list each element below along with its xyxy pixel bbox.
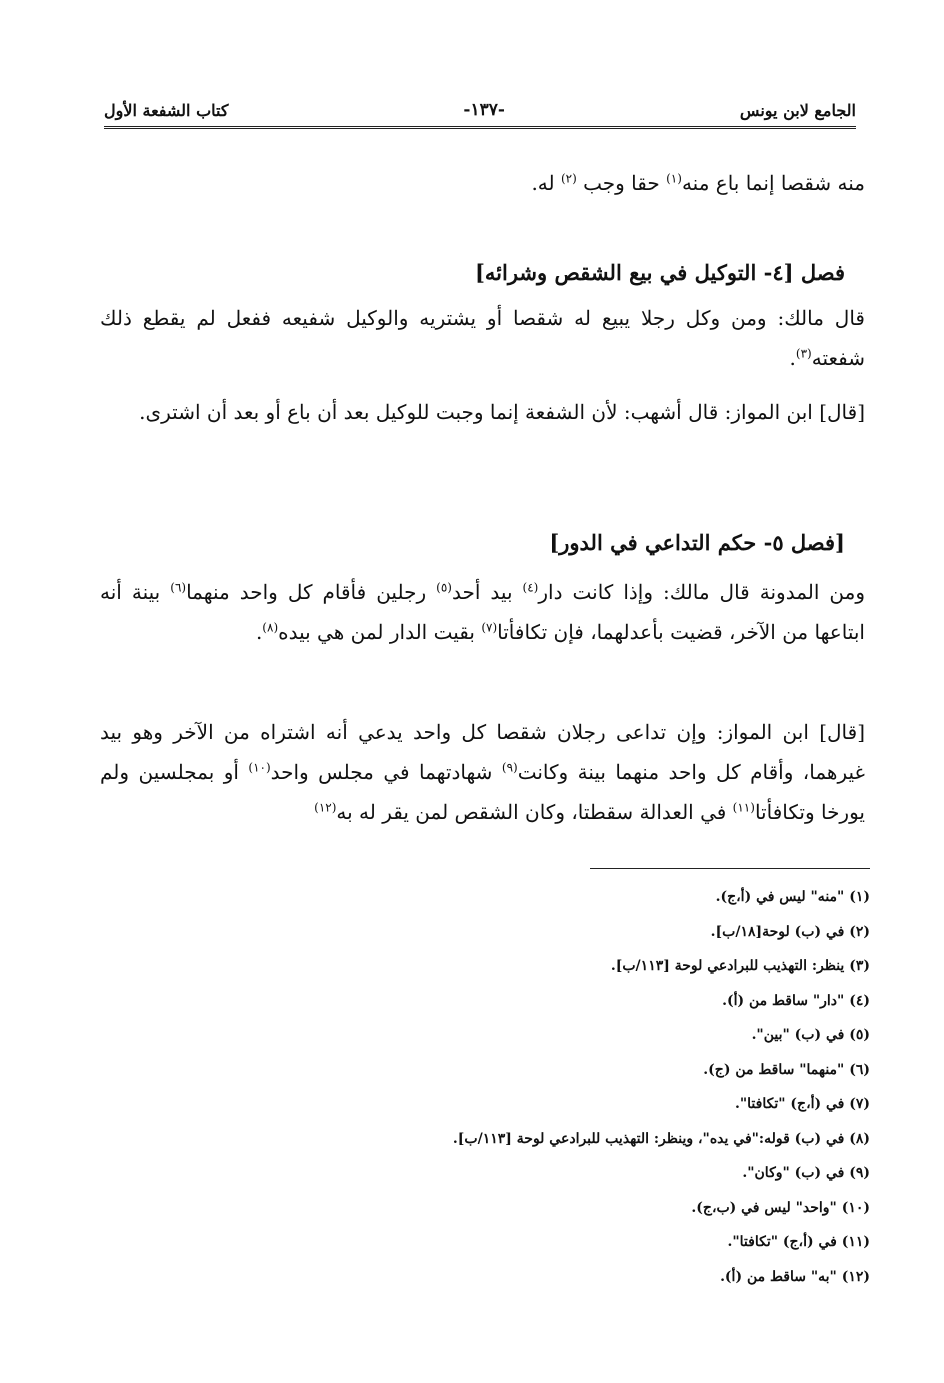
section-5-p1-c: رجلين فأقام كل واحد منهما (186, 580, 437, 604)
page-number: -١٣٧- (463, 100, 505, 120)
footnote-item: (٦) "منهما" ساقط من (ج). (703, 1061, 870, 1078)
footnote-item: (١٠) "واحد" ليس في (ب،ج). (691, 1199, 870, 1216)
footnote-item: (٥) في (ب) "بين". (751, 1027, 870, 1043)
footnote-item: (٢) في (ب) لوحة[١٨/ب]. (710, 923, 870, 940)
footnote-item: (٧) في (أ،ج) "تكافتا". (735, 1096, 870, 1112)
opening-text-a: منه شقصا إنما باع منه (681, 171, 865, 195)
section-4-paragraph-2 (100, 392, 865, 432)
footnotes-list (200, 880, 870, 1294)
footnote-separator (590, 868, 870, 869)
footnote-ref-11: (١١) (732, 800, 755, 815)
header-book-title: الجامع لابن يونس (739, 100, 856, 120)
section-4-heading: فصل [٤- التوكيل في بيع الشقص وشرائه] (474, 260, 845, 285)
footnote-item: (١) "منه" ليس في (أ،ج). (715, 889, 870, 905)
section-4-paragraph-1 (100, 298, 865, 378)
section-4-p1-text: قال مالك: ومن وكل رجلا يبيع له شقصا أو يشتريه والوكيل شفيعه ففعل لم يقطع ذلك شفعته (100, 306, 865, 370)
footnote-ref-12: (١٢) (314, 800, 337, 815)
section-5-p2-d: في العدالة سقطتا، وكان الشقص لمن يقر له به (336, 800, 733, 824)
section-5-paragraph-2 (100, 712, 865, 832)
section-5-p2-a: [قال] ابن المواز: وإن تداعى رجلان شقصا كل واحد يدعي أنه اشتراه من الآخر وهو بيد غيرهما، وأقام كل واحد منهما بينة وكانت (100, 720, 865, 784)
section-5-p2-b: شهادتهما في مجلس واحد (270, 760, 502, 784)
header-chapter-title: كتاب الشفعة الأول (104, 100, 229, 120)
section-5-p1-b: بيد أحد (451, 580, 523, 604)
opening-text-c: له. (531, 171, 561, 195)
section-5-p2-c: أو بمجلسين ولم يورخا وتكافأتا (100, 760, 865, 824)
footnote-item: (٩) في (ب) "وكان". (742, 1165, 870, 1181)
section-4-p2-text: [قال] ابن المواز: قال أشهب: لأن الشفعة إنما وجبت للوكيل بعد أن باع أو بعد أن اشترى. (139, 400, 865, 424)
footnote-ref-9: (٩) (501, 760, 518, 775)
opening-paragraph (100, 163, 865, 203)
footnote-item: (٣) ينظر: التهذيب للبرادعي لوحة [١١٣/ب]. (610, 958, 870, 974)
footnote-ref-10: (١٠) (248, 760, 271, 775)
footnote-ref-1: (١) (666, 171, 682, 186)
footnote-item: (١١) في (أ،ج) "تكافتا". (727, 1234, 870, 1250)
section-5-p1-e: بقيت الدار لمن هي بيده (278, 620, 482, 644)
footnote-ref-6: (٦) (170, 580, 187, 595)
footnote-ref-2: (٢) (560, 171, 577, 186)
footnote-ref-8: (٨) (262, 620, 279, 635)
footnote-item: (٨) في (ب) قوله:"في يده"، وينظر: التهذيب للبرادعي لوحة [١١٣/ب]. (452, 1130, 870, 1147)
section-5-p1-f: . (255, 620, 263, 644)
section-5-heading: [فصل ٥- حكم التداعي في الدور] (549, 530, 845, 555)
footnote-ref-3: (٣) (795, 346, 812, 361)
section-5-p1-d: بينة أنه ابتاعها من الآخر، قضيت بأعدلهما، فإن تكافأتا (100, 580, 865, 644)
section-5-p1-a: ومن المدونة قال مالك: وإذا كانت دار (538, 580, 866, 604)
opening-text-b: حقا وجب (576, 171, 667, 195)
footnote-ref-4: (٤) (522, 580, 539, 595)
footnote-ref-5: (٥) (436, 580, 452, 595)
footnote-item: (١٢) "به" ساقط من (أ). (720, 1268, 870, 1285)
section-5-paragraph-1 (100, 572, 865, 652)
running-header (104, 97, 856, 123)
section-4-p1-end: . (789, 346, 796, 370)
footnote-item: (٤) "دار" ساقط من (أ). (722, 992, 870, 1009)
footnote-ref-7: (٧) (481, 620, 498, 635)
header-rule (104, 126, 856, 129)
